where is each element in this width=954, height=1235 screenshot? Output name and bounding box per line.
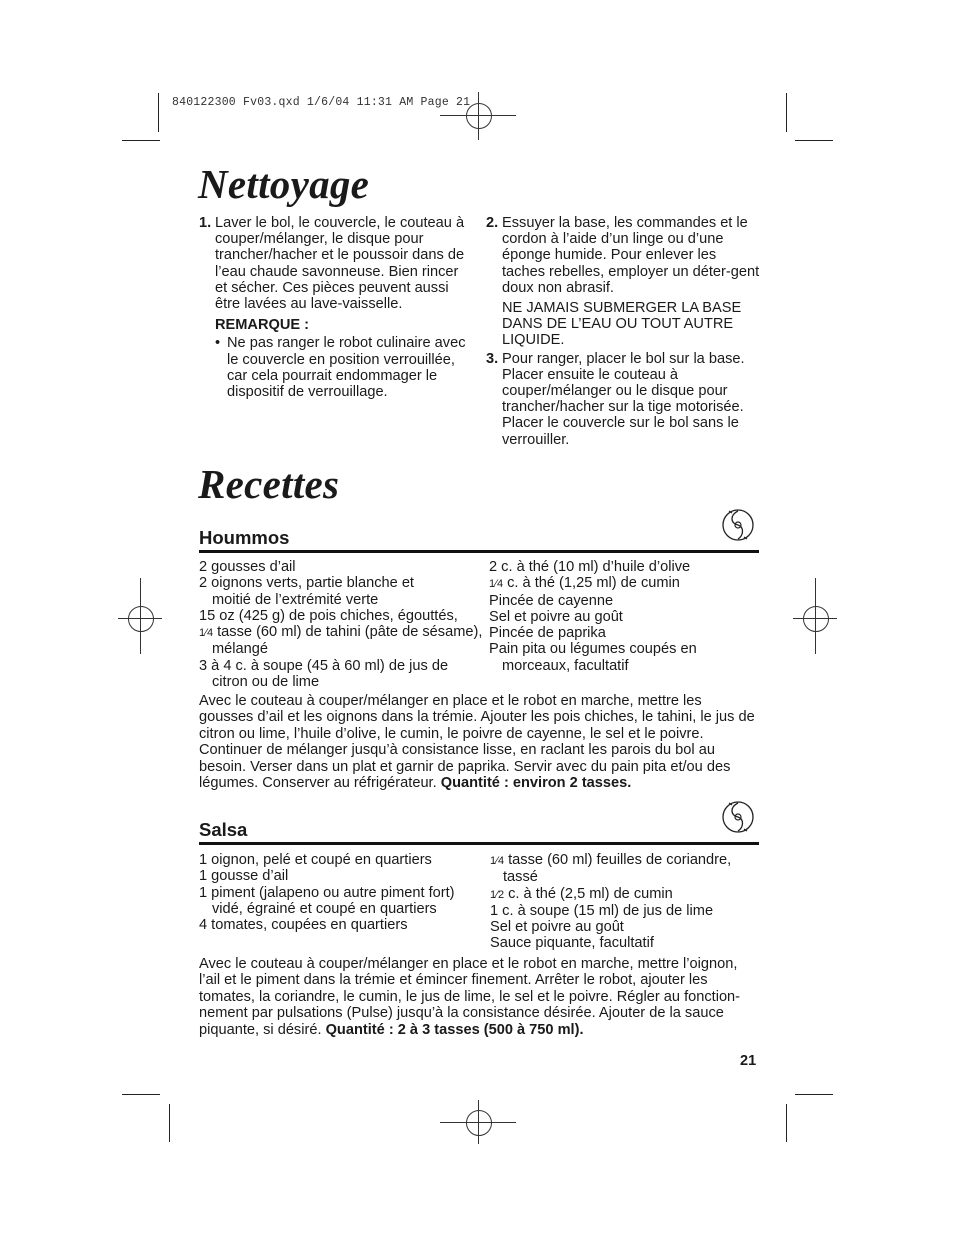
ingredient-item bbox=[490, 852, 760, 886]
ingredient-line: 1⁄4 tasse (60 ml) de tahini (pâte de sésame), bbox=[199, 624, 483, 641]
ingredient-line: Pincée de paprika bbox=[489, 625, 606, 642]
fraction: 1⁄2 bbox=[490, 888, 505, 901]
ingredient-line: morceaux, facultatif bbox=[502, 657, 629, 674]
step-number: 3. bbox=[486, 350, 499, 367]
ingredient-item bbox=[199, 885, 489, 918]
crop-mark bbox=[158, 93, 159, 132]
recipe-divider bbox=[199, 550, 759, 553]
ingredient-line: 2 gousses d’ail bbox=[199, 559, 296, 575]
ingredient-item bbox=[199, 575, 489, 608]
ingredient-item bbox=[199, 559, 489, 575]
ingredient-line: 4 tomates, coupées en quartiers bbox=[199, 917, 408, 934]
recipe-divider bbox=[199, 842, 759, 845]
bullet-icon: • bbox=[215, 335, 221, 352]
hummus-ingredients-right bbox=[489, 559, 759, 674]
ingredient-line: 1 piment (jalapeno ou autre piment fort) bbox=[199, 884, 455, 901]
cleaning-step-2 bbox=[486, 215, 761, 349]
hummus-method bbox=[199, 693, 759, 791]
ingredient-line: Sel et poivre au goût bbox=[489, 608, 623, 625]
hummus-ingredients-left bbox=[199, 559, 489, 690]
step-number: 2. bbox=[486, 215, 499, 231]
ingredient-item bbox=[489, 625, 759, 641]
ingredient-line: 1 c. à soupe (15 ml) de jus de lime bbox=[490, 902, 714, 919]
ingredient-item bbox=[490, 935, 760, 951]
ingredient-line: 2 oignons verts, partie blanche et bbox=[199, 575, 414, 592]
crop-mark bbox=[795, 1094, 833, 1095]
recipe-title-salsa: Salsa bbox=[199, 819, 248, 840]
step-number: 1. bbox=[199, 215, 212, 231]
ingredient-item bbox=[489, 609, 759, 625]
crop-mark bbox=[169, 1104, 170, 1142]
step-warning: NE JAMAIS SUBMERGER LA BASE DANS DE L’EAU OU TOUT AUTRE LIQUIDE. bbox=[502, 300, 742, 349]
ingredient-line: 1⁄2 c. à thé (2,5 ml) de cumin bbox=[490, 885, 673, 902]
ingredient-line: vidé, égrainé et coupé en quartiers bbox=[212, 900, 437, 917]
ingredient-line: Pincée de cayenne bbox=[489, 592, 614, 609]
recipe-title-hummus: Hoummos bbox=[199, 527, 290, 548]
yield-text: Quantité : 2 à 3 tasses (500 à 750 ml). bbox=[325, 1021, 584, 1038]
ingredient-item bbox=[489, 641, 759, 674]
cleaning-step-1 bbox=[199, 215, 469, 312]
ingredient-item bbox=[199, 852, 489, 868]
ingredient-item bbox=[489, 559, 759, 575]
step-text: Laver le bol, le couvercle, le couteau à couper/mélanger, le disque pour trancher/hacher et le poussoir dans de l’eau chaude savonneuse. Bien rincer et sécher. Ces pièces peuvent aussi être lavées au lave-vaisselle. bbox=[215, 215, 465, 313]
step-text: Pour ranger, placer le bol sur la base. Placer ensuite le couteau à couper/mélanger ou le disque pour trancher/hacher sur la tige motorisée. Placer le couvercle sur le bol sans le verrouiller. bbox=[502, 350, 745, 448]
ingredient-line: mélangé bbox=[212, 641, 268, 658]
ingredient-line: 15 oz (425 g) de pois chiches, égouttés, bbox=[199, 607, 458, 624]
cleaning-left-column bbox=[199, 215, 469, 400]
ingredient-line: 1 gousse d’ail bbox=[199, 868, 289, 885]
fraction: 1⁄4 bbox=[199, 627, 214, 640]
chopping-blade-icon bbox=[718, 505, 758, 549]
crop-mark bbox=[122, 140, 160, 141]
step-text: Essuyer la base, les commandes et le cordon à l’aide d’un linge ou d’une éponge humide. Pour enlever les taches rebelles, employer un déter-gent doux non abrasif. bbox=[502, 215, 760, 296]
ingredient-line: 1 oignon, pelé et coupé en quartiers bbox=[199, 852, 432, 868]
crop-mark bbox=[786, 93, 787, 132]
salsa-ingredients-left bbox=[199, 852, 489, 933]
ingredient-item bbox=[199, 658, 489, 691]
ingredient-line: moitié de l’extrémité verte bbox=[212, 591, 379, 608]
ingredient-line: Sauce piquante, facultatif bbox=[490, 935, 654, 952]
cleaning-right-column bbox=[486, 215, 761, 448]
cleaning-title: Nettoyage bbox=[198, 161, 370, 207]
ingredient-item bbox=[199, 624, 489, 658]
crop-mark bbox=[795, 140, 833, 141]
method-text: Avec le couteau à couper/mélanger en place et le robot en marche, mettre les gousses d’ail et les oignons dans la trémie. Ajouter les pois chiches, le tahini, le jus de citron ou lime, l’huile d’olive, le cumin, le poivre de cayenne, le sel et le poivre. Continuer de mélanger jusqu’à consistance lisse, en raclant les parois du bol au besoin. Verser dans un plat et garnir de paprika. Servir avec du pain pita et/ou des légumes. Conserver au réfrigérateur. bbox=[199, 693, 755, 792]
ingredient-item bbox=[490, 886, 760, 903]
fraction: 1⁄4 bbox=[489, 578, 504, 591]
ingredient-item bbox=[490, 903, 760, 919]
ingredient-line: 1⁄4 tasse (60 ml) feuilles de coriandre, bbox=[490, 852, 732, 868]
ingredient-line: tassé bbox=[503, 869, 538, 886]
ingredient-line: Sel et poivre au goût bbox=[490, 919, 624, 936]
crop-mark bbox=[122, 1094, 160, 1095]
ingredient-item bbox=[490, 919, 760, 935]
note-label: REMARQUE : bbox=[215, 317, 310, 334]
ingredient-line: 3 à 4 c. à soupe (45 à 60 ml) de jus de bbox=[199, 657, 449, 674]
printer-slug: 840122300 Fv03.qxd 1/6/04 11:31 AM Page 21 bbox=[172, 96, 471, 109]
chopping-blade-icon bbox=[718, 797, 758, 841]
page-number: 21 bbox=[740, 1053, 757, 1069]
note-bullet-item bbox=[215, 335, 469, 400]
fraction: 1⁄4 bbox=[490, 855, 505, 867]
ingredient-item bbox=[199, 868, 489, 884]
recipes-title: Recettes bbox=[198, 461, 340, 507]
ingredient-item bbox=[199, 608, 489, 624]
note-text: Ne pas ranger le robot culinaire avec le couvercle en position verrouillée, car cela pourrait endommager le dispositif de verrouillage. bbox=[227, 335, 466, 401]
ingredient-item bbox=[489, 575, 759, 592]
cleaning-step-3 bbox=[486, 351, 761, 448]
salsa-ingredients-right bbox=[490, 852, 760, 952]
ingredient-line: 2 c. à thé (10 ml) d’huile d’olive bbox=[489, 559, 691, 575]
ingredient-item bbox=[199, 917, 489, 933]
salsa-method bbox=[199, 956, 759, 1038]
ingredient-item bbox=[489, 593, 759, 609]
method-text: Avec le couteau à couper/mélanger en place et le robot en marche, mettre l’oignon, l’ail et le piment dans la trémie et émincer finement. Arrêter le robot, ajouter les tomates, la coriandre, le cumin, le jus de lime, le sel et le poivre. Régler au fonction-nement par pulsations (Pulse) jusqu’à la consistance désirée. Ajouter de la sauce piquante, si désiré. bbox=[199, 956, 741, 1038]
crop-mark bbox=[786, 1104, 787, 1142]
ingredient-line: citron ou de lime bbox=[212, 674, 320, 691]
yield-text: Quantité : environ 2 tasses. bbox=[440, 775, 632, 792]
ingredient-line: Pain pita ou légumes coupés en bbox=[489, 641, 697, 658]
ingredient-line: 1⁄4 c. à thé (1,25 ml) de cumin bbox=[489, 575, 680, 592]
